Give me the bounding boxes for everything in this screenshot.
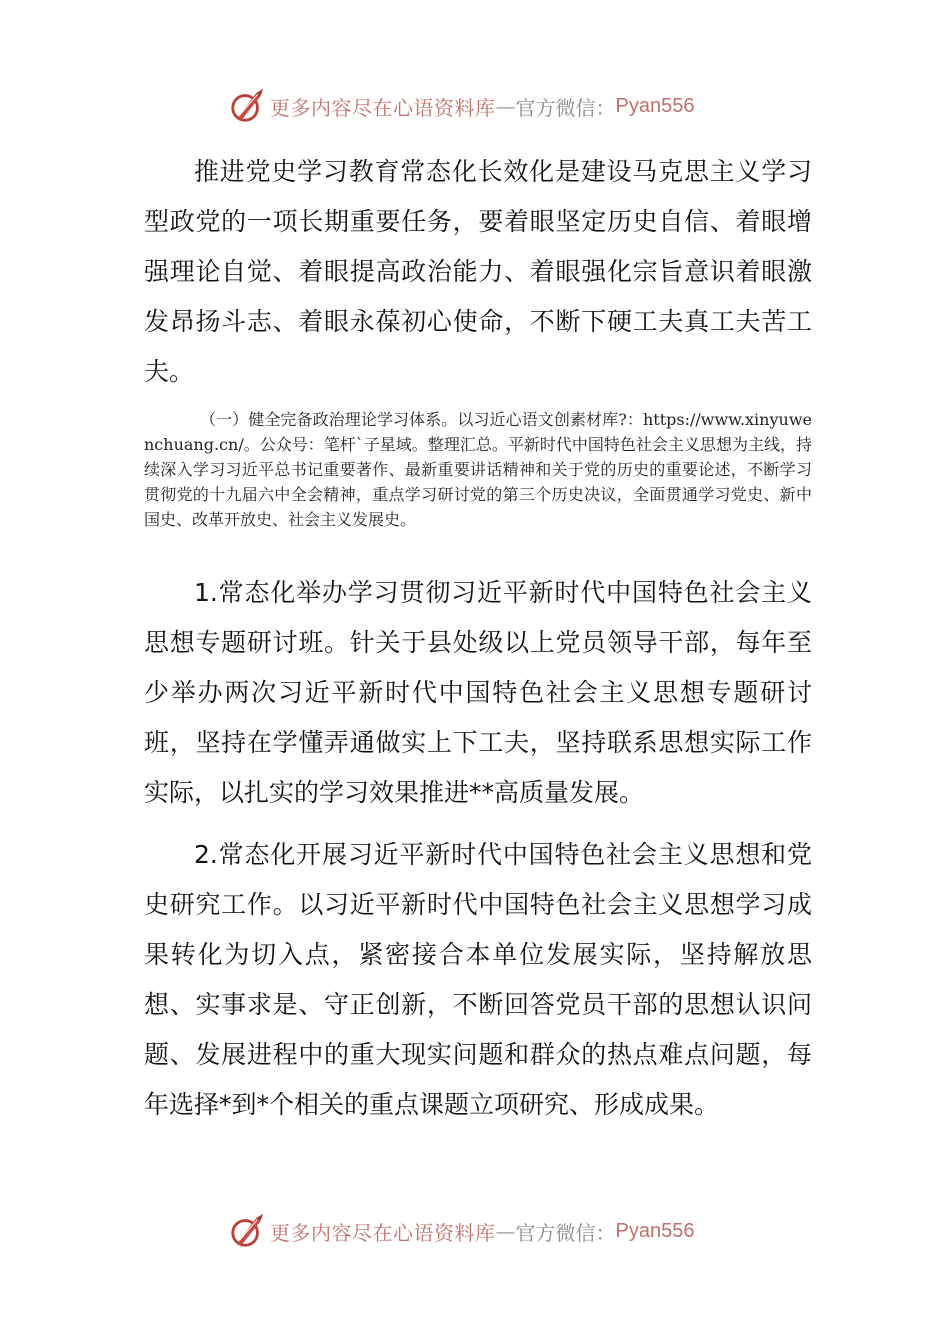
watermark-handle: Pyan556 (615, 1219, 695, 1242)
list-item-1: 1.常态化举办学习贯彻习近平新时代中国特色社会主义思想专题研讨班。针关于县处级以上党员领导干部，每年至少举办两次习近平新时代中国特色社会主义思想专题研讨班，坚持在学懂弄通做实上下工夫，坚持联系思想实际工作实际，以扎实的学习效果推进**高质量发展。 (144, 578, 812, 807)
intro-paragraph: 推进党史学习教育常态化长效化是建设马克思主义学习型政党的一项长期重要任务，要着眼坚定历史自信、着眼增强理论自觉、着眼提高政治能力、着眼强化宗旨意识着眼激发昂扬斗志、着眼永葆初心使命，不断下硬工夫真工夫苦工夫。 (144, 157, 812, 386)
header-watermark (228, 86, 694, 126)
quill-pen-logo-icon (228, 1212, 266, 1250)
watermark-label: 官方微信： (515, 1220, 616, 1245)
watermark-text: 更多内容尽在心语资料库 (270, 95, 496, 120)
watermark-separator: — (495, 94, 516, 118)
watermark-handle: Pyan556 (615, 94, 695, 117)
footer-watermark (228, 1211, 694, 1251)
section-heading-paragraph: （一）健全完备政治理论学习体系。以习近心语文创素材库?：https://www.xinyuwenchuang.cn/。公众号：笔杆`子星域。整理汇总。平新时代中国特色社会主义思想为主线，持续深入学习习近平总书记重要著作、最新重要讲话精神和关于党的历史的重要论述，不断学习贯彻党的十九届六中全会精神，重点学习研讨党的第三个历史决议，全面贯通学习党史、新中国史、改革开放史、社会主义发展史。 (144, 410, 812, 529)
watermark-text: 更多内容尽在心语资料库 (270, 1220, 496, 1245)
quill-pen-logo-icon (228, 87, 266, 125)
list-item-2: 2.常态化开展习近平新时代中国特色社会主义思想和党史研究工作。以习近平新时代中国特色社会主义思想学习成果转化为切入点，紧密接合本单位发展实际，坚持解放思想、实事求是、守正创新，不断回答党员干部的思想认识问题、发展进程中的重大现实问题和群众的热点难点问题，每年选择*到*个相关的重点课题立项研究、形成成果。 (144, 840, 812, 1119)
watermark-separator: — (495, 1219, 516, 1243)
watermark-label: 官方微信： (515, 95, 616, 120)
